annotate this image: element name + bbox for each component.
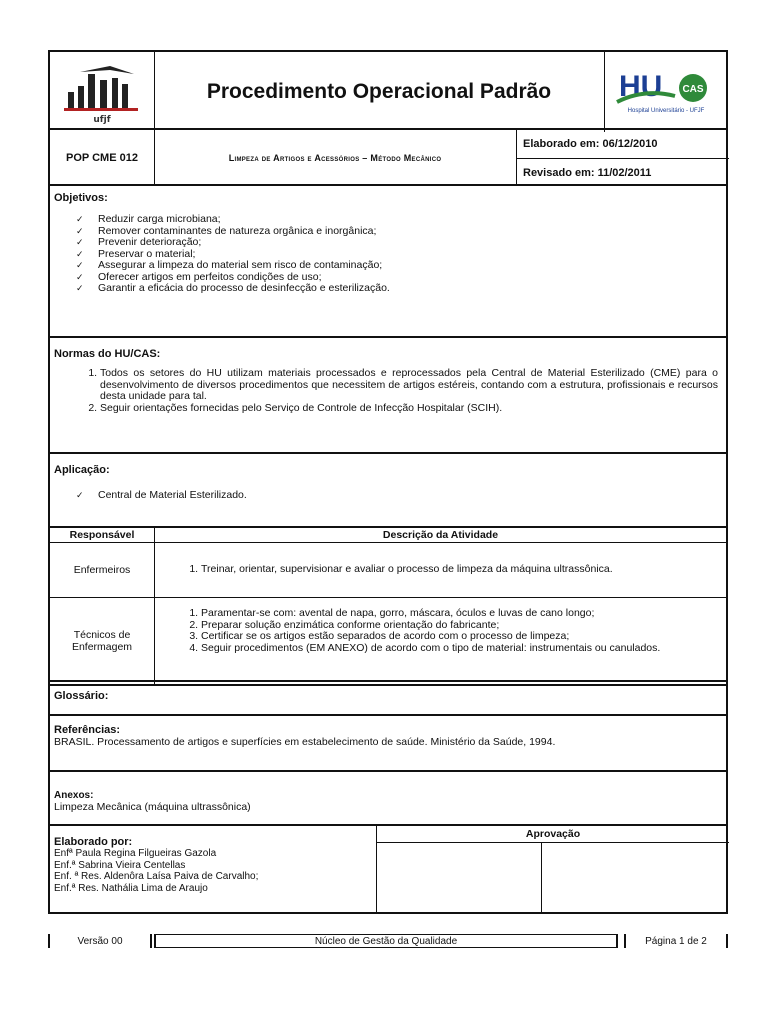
aplicacao-list [74, 490, 726, 502]
list-item: 4. Seguir procedimentos (EM ANEXO) de acordo com o tipo de material: instrumentais ou canulados. [201, 643, 716, 655]
col-responsavel: Responsável [50, 528, 155, 542]
footer-nucleo: Núcleo de Gestão da Qualidade [154, 934, 618, 948]
author-name: Enf.ª Sabrina Vieira Centellas [54, 859, 186, 871]
anexos-heading: Anexos: [54, 790, 94, 801]
steps-list [155, 608, 726, 654]
aplicacao-heading: Aplicação: [54, 464, 110, 476]
elaborado-date: Elaborado em: 06/12/2010 [523, 138, 658, 150]
objetivos-list [74, 214, 726, 295]
doc-title: Limpeza de Artigos e Acessórios – Método Mecânico [228, 153, 442, 163]
footer-bar [48, 934, 728, 948]
list-item: ✓ Central de Material Esterilizado. [74, 490, 726, 502]
normas-heading: Normas do HU/CAS: [54, 348, 161, 360]
referencias-section [48, 714, 728, 772]
author-name: Enf. ª Res. Aldenôra Laísa Paiva de Carvalho; [54, 871, 259, 882]
anexos-text: Limpeza Mecânica (máquina ultrassônica) [54, 801, 251, 813]
elaborado-por-heading: Elaborado por: [54, 836, 133, 848]
objetivos-section [48, 184, 728, 338]
anexos-section [48, 770, 728, 826]
aplicacao-section [48, 452, 728, 528]
list-item: 2. Seguir orientações fornecidas pelo Serviço de Controle de Infecção Hospitalar (SCIH). [100, 403, 718, 415]
ufjf-logo [50, 52, 155, 132]
hu-logo-text: HU [619, 70, 663, 103]
steps-list [155, 564, 623, 576]
list-item: ✓ Assegurar a limpeza do material sem risco de contaminação; [74, 260, 726, 272]
role-cell: Técnicos de Enfermagem [50, 598, 155, 684]
ufjf-logo-text: ufjf [93, 115, 111, 125]
list-item: ✓ Garantir a eficácia do processo de desinfecção e esterilização. [74, 283, 726, 295]
header [48, 50, 728, 130]
hu-logo-subtitle: Hospital Universitário - UFJF [627, 108, 705, 114]
elaborado-por-block [50, 826, 376, 912]
list-item: 3. Certificar se os artigos estão separados de acordo com o processo de limpeza; [201, 631, 716, 643]
glossario-section [48, 680, 728, 716]
list-item: ✓ Prevenir deterioração; [74, 237, 726, 249]
list-item: 1. Todos os setores do HU utilizam materiais processados e reprocessados pela Central de Material Esterilizado (CME) para o desenvolvimento de diversos procedimentos que necessitem de artigos estéreis, contando com a estrutura, profissionais e recursos desta unidade para tal. [100, 368, 718, 403]
description-cell [155, 598, 726, 684]
cas-badge-text: CAS [682, 84, 704, 95]
list-item: ✓ Oferecer artigos em perfeitos condições de uso; [74, 272, 726, 284]
aprovacao-date-cell [541, 843, 729, 912]
table-row [50, 543, 726, 598]
revisado-date: Revisado em: 11/02/2011 [517, 158, 729, 186]
normas-section [48, 336, 728, 454]
doc-dates [516, 130, 729, 186]
aprovacao-signature-cell [377, 843, 542, 912]
col-descricao: Descrição da Atividade [382, 529, 499, 541]
list-item: 1. Treinar, orientar, supervisionar e avaliar o processo de limpeza da máquina ultrassônica. [201, 564, 613, 576]
page-title: Procedimento Operacional Padrão [206, 80, 552, 103]
signoff-section [48, 824, 728, 914]
role-cell: Enfermeiros [50, 543, 155, 597]
list-item: ✓ Preservar o material; [74, 249, 726, 261]
referencias-text: BRASIL. Processamento de artigos e superfícies em estabelecimento de saúde. Ministério da Saúde, 1994. [54, 736, 556, 748]
doc-info-row [48, 128, 728, 186]
list-item: 2. Preparar solução enzimática conforme orientação do fabricante; [201, 620, 716, 632]
description-cell [155, 543, 726, 597]
author-name: Enf.ª Res. Nathália Lima de Araujo [54, 882, 208, 894]
list-item: 1. Paramentar-se com: avental de napa, gorro, máscara, óculos e luvas de cano longo; [201, 608, 716, 620]
activities-header [50, 528, 726, 543]
list-item: ✓ Remover contaminantes de natureza orgânica e inorgânica; [74, 226, 726, 238]
authors-list [54, 848, 376, 894]
list-item: ✓ Reduzir carga microbiana; [74, 214, 726, 226]
activities-table [48, 526, 728, 686]
aprovacao-block [376, 826, 729, 912]
referencias-heading: Referências: [54, 724, 121, 736]
glossario-heading: Glossário: [54, 690, 109, 702]
footer-versao: Versão 00 [48, 934, 152, 948]
aprovacao-heading: Aprovação [377, 826, 729, 843]
footer-pagina: Página 1 de 2 [624, 934, 728, 948]
doc-code: POP CME 012 [50, 130, 155, 186]
author-name: Enfª Paula Regina Filgueiras Gazola [54, 848, 217, 859]
objetivos-heading: Objetivos: [54, 192, 108, 204]
normas-list [78, 368, 726, 414]
table-row [50, 598, 726, 684]
hu-cas-logo [604, 52, 729, 132]
